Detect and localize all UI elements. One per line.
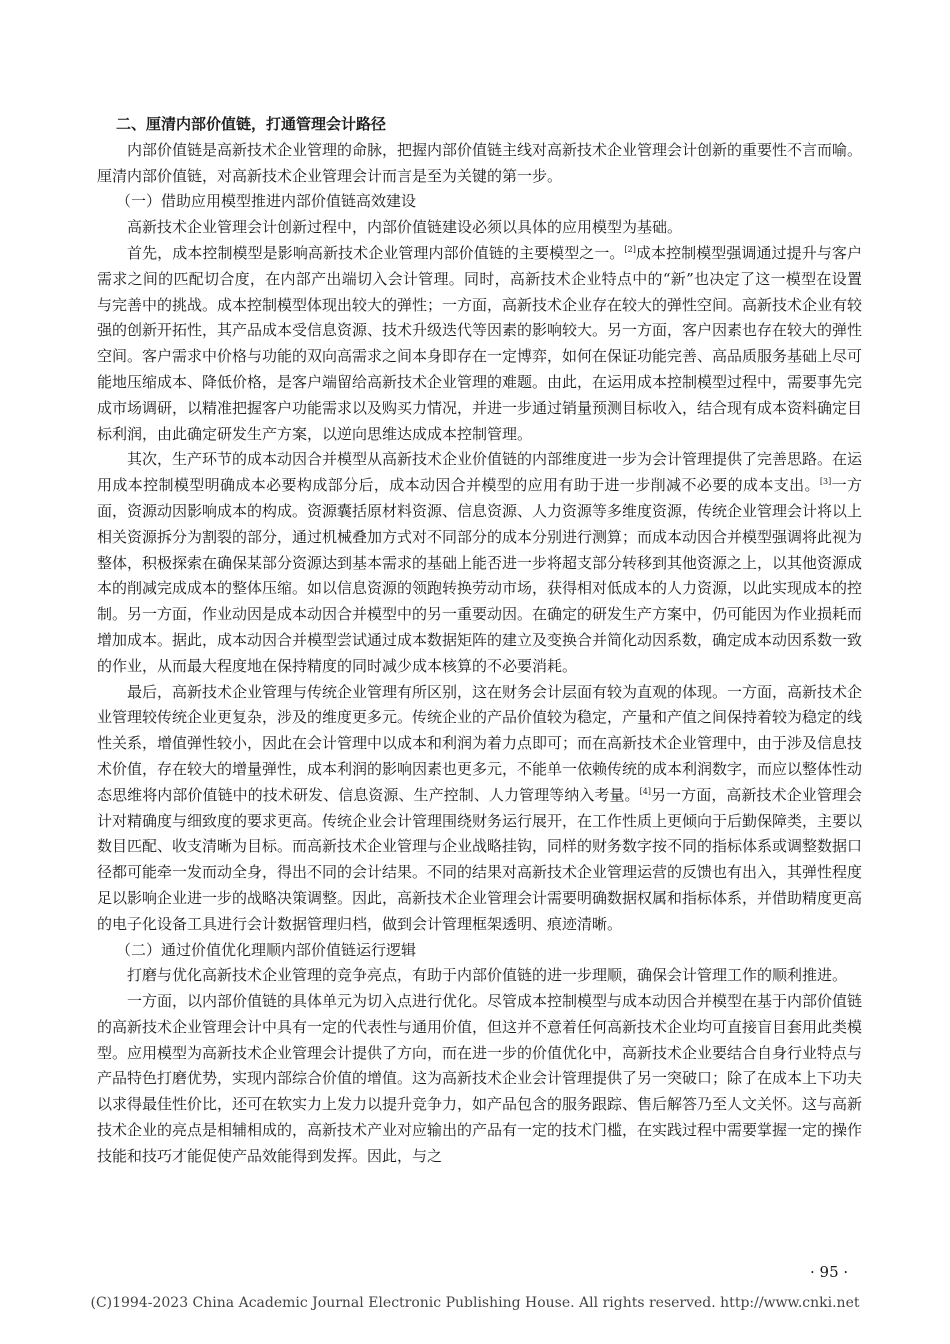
paragraph-second-part-a: 其次，生产环节的成本动因合并模型从高新技术企业价值链的内部维度进一步为会计管理提供了完善思路。在运用成本控制模型明确成本必要构成部分后，成本动因合并模型的应用有助于进一步削减不必要的成本支出。	[97, 450, 863, 495]
subsection-2-title: （二）通过价值优化理顺内部价值链运行逻辑	[116, 940, 417, 959]
article-body	[97, 112, 862, 1170]
paragraph-first-part-b: 成本控制模型强调通过提升与客户需求之间的匹配切合度，在内部产出端切入会计管理。同时，高新技术企业特点中的“新”也决定了这一模型在设置与完善中的挑战。成本控制模型体现出较大的弹性；一方面，高新技术企业存在较大的弹性空间。高新技术企业有较强的创新开拓性，其产品成本受信息资源、技术升级迭代等因素的影响较大。另一方面，客户因素也存在较大的弹性空间。客户需求中价格与功能的双向高需求之间本身即存在一定博弈，如何在保证功能完善、高品质服务基础上尽可能地压缩成本、降低价格，是客户端留给高新技术企业管理的难题。由此，在运用成本控制模型过程中，需要事先完成市场调研，以精准把握客户功能需求以及购买力情况，并进一步通过销量预测目标收入，结合现有成本资料确定目标利润，由此确定研发生产方案，以逆向思维达成成本控制管理。	[97, 243, 863, 443]
citation-4: [4]	[639, 786, 651, 796]
paragraph-first-part-a: 首先，成本控制模型是影响高新技术企业管理内部价值链的主要模型之一。	[127, 243, 625, 262]
subsection-2-paragraph-1: 一方面，以内部价值链的具体单元为切入点进行优化。尽管成本控制模型与成本动因合并模型在基于内部价值链的高新技术企业管理会计中具有一定的代表性与通用价值，但这并不意着任何高新技术企业均可直接盲目套用此类模型。应用模型为高新技术企业管理会计提供了方向，而在进一步的价值优化中，高新技术企业要结合自身行业特点与产品特色打磨优势，实现内部综合价值的增值。这为高新技术企业会计管理提供了另一突破口；除了在成本上下功夫以求得最佳性价比，还可在软实力上发力以提升竞争力，如产品包含的服务跟踪、售后解答乃至人文关怀。这与高新技术企业的亮点是相辅相成的，高新技术产业对应输出的产品有一定的技术门槛，在实践过程中需要掌握一定的操作技能和技巧才能促使产品效能得到发挥。因此，与之	[97, 992, 863, 1165]
paragraph-last	[97, 680, 862, 938]
intro-paragraph: 内部价值链是高新技术企业管理的命脉，把握内部价值链主线对高新技术企业管理会计创新的重要性不言而喻。厘清内部价值链，对高新技术企业管理会计而言是至为关键的第一步。	[97, 140, 863, 185]
paragraph-last-part-a: 最后，高新技术企业管理与传统企业管理有所区别，这在财务会计层面有较为直观的体现。一方面，高新技术企业管理较传统企业更复杂，涉及的维度更多元。传统企业的产品价值较为稳定，产量和产值之间保持着较为稳定的线性关系，增值弹性较小，因此在会计管理中以成本和利润为着力点即可；而在高新技术企业管理中，由于涉及信息技术价值，存在较大的增量弹性，成本利润的影响因素也更多元，不能单一依赖传统的成本利润数字，而应以整体性动态思维将内部价值链中的技术研发、信息资源、生产控制、人力管理等纳入考量。	[97, 682, 863, 804]
citation-3: [3]	[819, 477, 832, 487]
subsection-1-lead: 高新技术企业管理会计创新过程中，内部价值链建设必须以具体的应用模型为基础。	[127, 218, 683, 237]
paragraph-last-part-b: 另一方面，高新技术企业管理会计对精确度与细致度的要求更高。传统企业会计管理围绕财务运行展开，在工作性质上更倾向于后勤保障类，主要以数目匹配、收支清晰为目标。而高新技术企业管理与企业战略挂钩，同样的财务数字按不同的指标体系或调整数据口径都可能牵一发而动全身，得出不同的会计结果。不同的结果对高新技术企业管理运营的反馈也有出入，其弹性程度足以影响企业进一步的战略决策调整。因此，高新技术企业管理会计需要明确数据权属和指标体系，并借助精度更高的电子化设备工具进行会计数据管理归档，做到会计管理框架透明、痕迹清晰。	[97, 785, 863, 933]
subsection-2-lead: 打磨与优化高新技术企业管理的竞争亮点，有助于内部价值链的进一步理顺，确保会计管理工作的顺利推进。	[127, 966, 848, 985]
paragraph-second	[97, 447, 862, 679]
paragraph-first	[97, 241, 862, 447]
page-number: · 95 ·	[810, 1263, 849, 1281]
section-heading: 二、厘清内部价值链，打通管理会计路径	[116, 115, 387, 133]
copyright-footer: (C)1994-2023 China Academic Journal Electronic Publishing House. All rights reserved. http://www.cnki.net	[90, 1295, 860, 1311]
subsection-1-title: （一）借助应用模型推进内部价值链高效建设	[116, 192, 417, 211]
paragraph-second-part-b: 一方面，资源动因影响成本的构成。资源囊括原材料资源、信息资源、人力资源等多维度资源，传统企业管理会计将以上相关资源拆分为割裂的部分，通过机械叠加方式对不同部分的成本分别进行测算；而成本动因合并模型强调将此视为整体，积极探索在确保某部分资源达到基本需求的基础上能否进一步将超支部分转移到其他资源之上，以其他资源成本的削减完成成本的整体压缩。如以信息资源的领跑转换劳动市场，获得相对低成本的人力资源，以此实现成本的控制。另一方面，作业动因是成本动因合并模型中的另一重要动因。在确定的研发生产方案中，仍可能因为作业损耗而增加成本。据此，成本动因合并模型尝试通过成本数据矩阵的建立及变换合并简化动因系数，确定成本动因系数一致的作业，从而最大程度地在保持精度的同时减少成本核算的不必要消耗。	[97, 476, 863, 675]
citation-2: [2]	[624, 244, 636, 254]
